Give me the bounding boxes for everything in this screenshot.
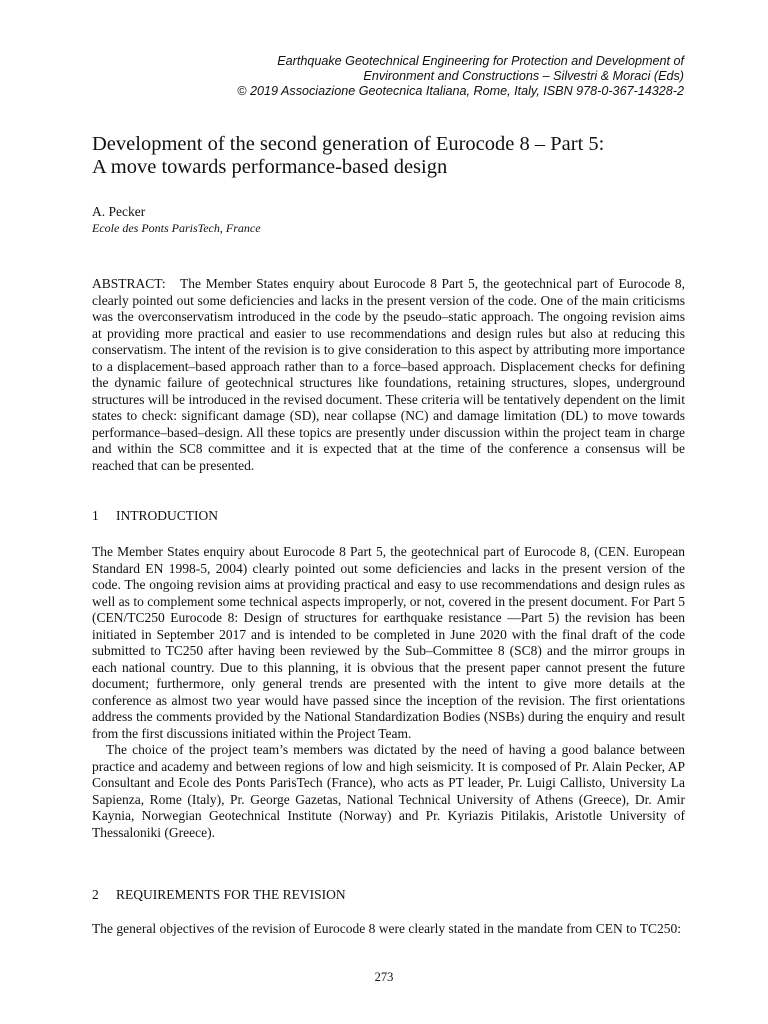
paragraph: The general objectives of the revision of Eurocode 8 were clearly stated in the mandate from CEN to TC250: xyxy=(92,921,682,936)
author-name: A. Pecker xyxy=(92,204,146,219)
abstract-label: ABSTRACT: xyxy=(92,276,166,291)
title-line-1: Development of the second generation of Eurocode 8 – Part 5: xyxy=(92,133,605,155)
title-line-2: A move towards performance-based design xyxy=(92,156,448,178)
introduction-body xyxy=(92,544,685,841)
section-heading-requirements xyxy=(92,887,346,903)
section-title: REQUIREMENTS FOR THE REVISION xyxy=(116,887,346,902)
paragraph: The Member States enquiry about Eurocode 8 Part 5, the geotechnical part of Eurocode 8, (CEN. European Standard EN 1998-5, 2004) clearly pointed out some deficiencies and lacks in the present version of the code. The ongoing revision aims at providing practical and easy to use recommendations and design rules as well as to complement some technical aspects improperly, or not, covered in the present document. For Part 5 (CEN/TC250 Eurocode 8: Design of structures for earthquake resistance —Part 5) the revision has been initiated in September 2017 and is intended to be completed in June 2020 with the final draft of the code submitted to TC250 after having been reviewed by the Sub–Committee 8 (SC8) and the mirror groups in each national country. Due to this planning, it is obvious that the present paper cannot present the future document; furthermore, only general trends are presented with the intent to give more details at the conference as almost two year would have passed since the inception of the revision. The first orientations address the comments provided by the National Standardization Bodies (NSBs) during the enquiry and result from the first discussions initiated within the Project Team. xyxy=(92,544,685,741)
running-head-line-1: Earthquake Geotechnical Engineering for Protection and Development of xyxy=(277,54,684,68)
section-number: 1 xyxy=(92,508,99,523)
paper-title xyxy=(92,133,692,179)
paragraph: The choice of the project team’s members was dictated by the need of having a good balance between practice and academy and between regions of low and high seismicity. It is composed of Pr. Alain Pecker, AP Consultant and Ecole des Ponts ParisTech (France), who acts as PT leader, Pr. Luigi Callisto, University La Sapienza, Rome (Italy), Pr. George Gazetas, National Technical University of Athens (Greece), Dr. Amir Kaynia, Norwegian Geotechnical Institute (Norway) and Pr. Kyriazis Pitilakis, Aristotle University of Thessaloniki (Greece). xyxy=(92,742,685,840)
requirements-body xyxy=(92,921,685,938)
section-heading-introduction xyxy=(92,508,218,524)
section-number: 2 xyxy=(92,887,99,902)
page-number: 273 xyxy=(374,970,394,984)
running-head-line-2: Environment and Constructions – Silvestri & Moraci (Eds) xyxy=(363,69,684,83)
running-head-line-3: © 2019 Associazione Geotecnica Italiana, Rome, Italy, ISBN 978-0-367-14328-2 xyxy=(237,84,684,98)
section-title: INTRODUCTION xyxy=(116,508,218,523)
running-head xyxy=(84,54,684,99)
author-affiliation: Ecole des Ponts ParisTech, France xyxy=(92,221,261,235)
abstract xyxy=(92,276,685,474)
abstract-text: The Member States enquiry about Eurocode 8 Part 5, the geotechnical part of Eurocode 8, clearly pointed out some deficiencies and lacks in the present version of the code. One of the main criticisms was the overconservatism introduced in the code by the pseudo–static approach. The ongoing revision aims at providing more practical and easier to use recommendations and design rules but also at reducing this conservatism. The intent of the revision is to give consideration to this aspect by attributing more importance to a displacement–based approach rather than to a force–based approach. Displacement checks for defining the dynamic failure of geotechnical structures like foundations, retaining structures, slopes, underground structures will be introduced in the revised document. These criteria will be tentatively dependent on the limit states to check: significant damage (SD), near collapse (NC) and damage limitation (DL) to move towards performance–based–design. All these topics are presently under discussion within the project team in charge and within the SC8 committee and it is expected that at the time of the conference a consensus will be reached that can be presented. xyxy=(92,276,685,473)
